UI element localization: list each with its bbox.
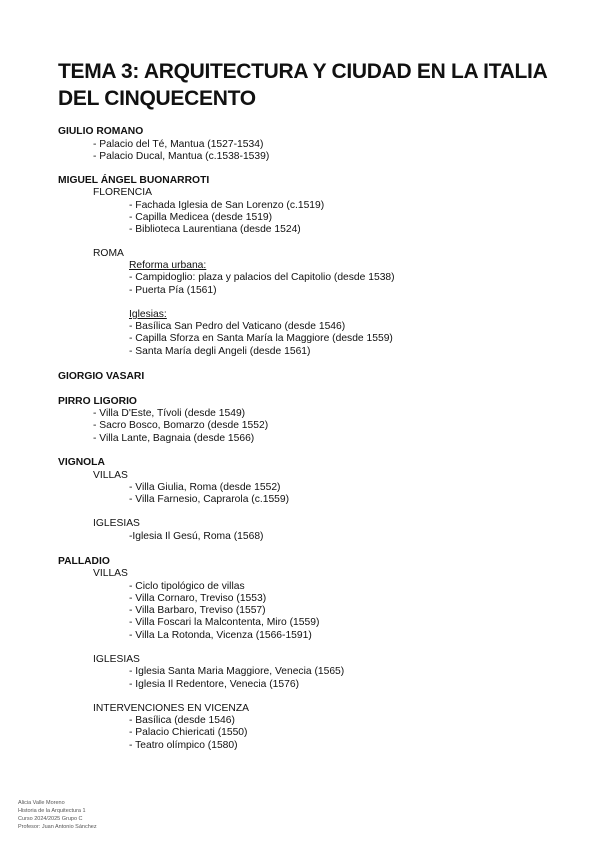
- subheading-roma: ROMA: [93, 248, 124, 259]
- section-heading-romano: GIULIO ROMANO: [58, 126, 144, 137]
- list-item: - Villa Foscari la Malcontenta, Miro (1559): [129, 617, 320, 628]
- list-item: - Palacio Ducal, Mantua (c.1538-1539): [93, 151, 270, 162]
- section-heading-palladio: PALLADIO: [58, 556, 110, 567]
- footer-course-year: Curso 2024/2025 Grupo C: [18, 816, 83, 822]
- footer-professor: Profesor: Juan Antonio Sánchez: [18, 824, 97, 830]
- list-item: - Villa Barbaro, Treviso (1557): [129, 605, 266, 616]
- section-heading-miguel-angel: MIGUEL ÁNGEL BUONARROTI: [58, 175, 210, 186]
- section-heading-ligorio: PIRRO LIGORIO: [58, 396, 137, 407]
- list-item: - Puerta Pía (1561): [129, 285, 217, 296]
- list-item: - Villa D'Este, Tívoli (desde 1549): [93, 408, 246, 419]
- footer-course-name: Historia de la Arquitectura 1: [18, 808, 86, 814]
- list-item: - Palacio Chiericati (1550): [129, 727, 248, 738]
- list-item: - Basílica San Pedro del Vaticano (desde 1546): [129, 321, 346, 332]
- list-item: -Iglesia Il Gesú, Roma (1568): [129, 531, 264, 542]
- list-item: - Capilla Medicea (desde 1519): [129, 212, 273, 223]
- list-item: - Fachada Iglesia de San Lorenzo (c.1519): [129, 200, 325, 211]
- list-item: - Biblioteca Laurentiana (desde 1524): [129, 224, 301, 235]
- list-item: - Capilla Sforza en Santa María la Maggiore (desde 1559): [129, 333, 393, 344]
- list-item: - Teatro olímpico (1580): [129, 740, 238, 751]
- list-item: - Villa Giulia, Roma (desde 1552): [129, 482, 281, 493]
- list-item: - Basílica (desde 1546): [129, 715, 235, 726]
- list-item: - Santa María degli Angeli (desde 1561): [129, 346, 311, 357]
- list-item: - Villa La Rotonda, Vicenza (1566-1591): [129, 630, 312, 641]
- list-item: - Palacio del Té, Mantua (1527-1534): [93, 139, 264, 150]
- subheading-florencia: FLORENCIA: [93, 187, 152, 198]
- list-item: - Villa Farnesio, Caprarola (c.1559): [129, 494, 290, 505]
- list-item: - Campidoglio: plaza y palacios del Capitolio (desde 1538): [129, 272, 395, 283]
- list-item: - Villa Cornaro, Treviso (1553): [129, 593, 267, 604]
- list-item: - Ciclo tipológico de villas: [129, 581, 245, 592]
- list-item: - Iglesia Santa Maria Maggiore, Venecia (1565): [129, 666, 345, 677]
- subheading-villas: VILLAS: [93, 568, 128, 579]
- subheading-iglesias: IGLESIAS: [93, 654, 140, 665]
- subheading-iglesias: IGLESIAS: [93, 518, 140, 529]
- section-heading-vasari: GIORGIO VASARI: [58, 371, 145, 382]
- page-title: TEMA 3: ARQUITECTURA Y CIUDAD EN LA ITALIA DEL CINQUECENTO: [58, 60, 547, 110]
- list-item: - Sacro Bosco, Bomarzo (desde 1552): [93, 420, 269, 431]
- section-heading-vignola: VIGNOLA: [58, 457, 105, 468]
- subheading-intervenciones: INTERVENCIONES EN VICENZA: [93, 703, 250, 714]
- list-item: - Iglesia Il Redentore, Venecia (1576): [129, 679, 299, 690]
- subheading-iglesias: Iglesias:: [129, 309, 167, 320]
- list-item: - Villa Lante, Bagnaia (desde 1566): [93, 433, 255, 444]
- footer-author: Alicia Valle Moreno: [18, 800, 65, 806]
- subheading-reforma-urbana: Reforma urbana:: [129, 260, 207, 271]
- subheading-villas: VILLAS: [93, 470, 128, 481]
